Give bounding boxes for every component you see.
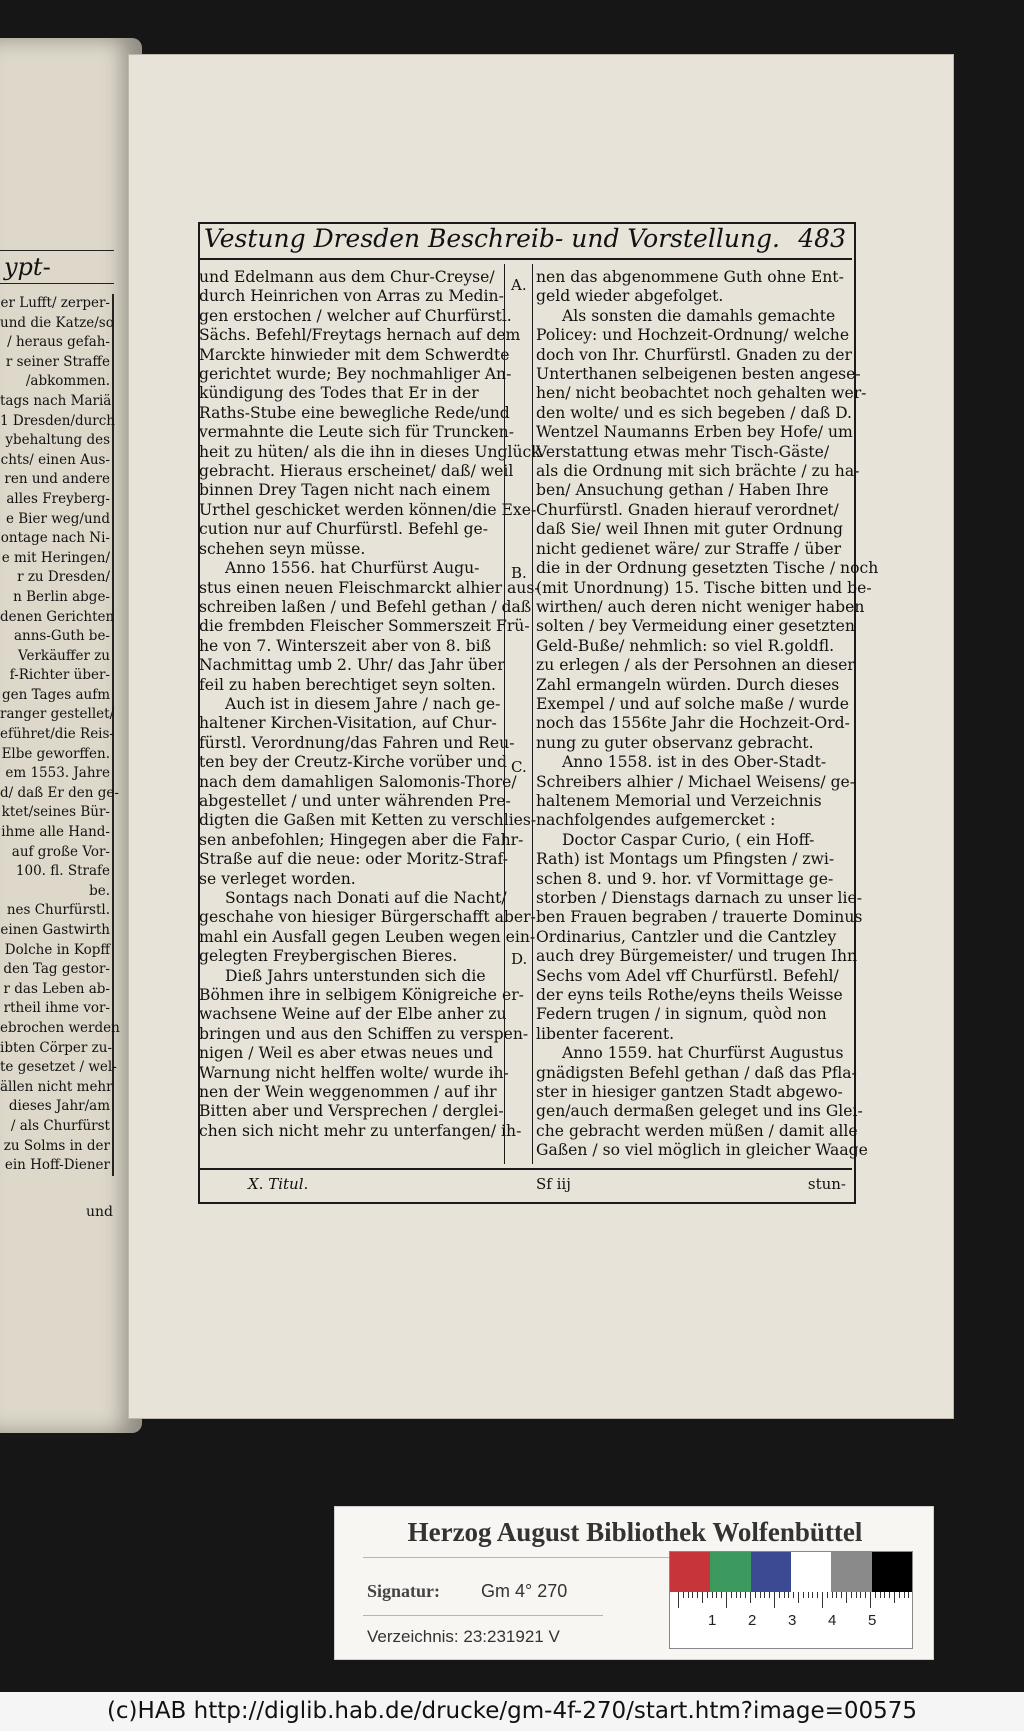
text-line: hen/ nicht beobachtet noch gehalten wer-	[536, 384, 867, 403]
text-line: se verleget worden.	[199, 869, 356, 888]
margin-mark-c: C.	[511, 758, 527, 776]
text-line: den wolte/ und es sich begeben / daß D.	[536, 403, 852, 422]
scale-tick	[889, 1592, 890, 1598]
color-swatch	[710, 1552, 750, 1592]
text-line: heit zu hüten/ als die ihn in dieses Unglück	[199, 442, 541, 461]
scale-tick	[870, 1592, 871, 1608]
text-line: gebracht. Hieraus erscheinet/ daß/ weil	[199, 462, 514, 481]
measurement-scale	[670, 1592, 912, 1648]
text-line: digten die Gaßen mit Ketten zu verschlies-	[199, 811, 537, 830]
text-line: schreiben laßen / und Befehl gethan / daß	[199, 597, 532, 616]
text-line: Sontags nach Donati auf die Nacht/	[225, 889, 507, 907]
previous-page-text	[0, 294, 120, 1176]
text-line: wirthen/ auch deren nicht weniger haben	[536, 597, 865, 616]
text-line: Unterthanen selbeigenen besten angese-	[536, 365, 861, 384]
text-line: anns-Guth be-	[13, 628, 110, 645]
scale-tick	[774, 1592, 775, 1608]
text-line: r das Leben ab-	[3, 980, 110, 997]
scale-tick	[678, 1592, 679, 1608]
text-line: Sächs. Befehl/Freytags hernach auf dem	[199, 326, 521, 345]
scale-tick	[899, 1592, 900, 1598]
text-line: (mit Unordnung) 15. Tische bitten und be-	[536, 578, 872, 597]
text-line: e Bier weg/und	[5, 510, 110, 527]
text-line: solten / bey Vermeidung einer gesetzten	[536, 617, 855, 636]
text-line: storben / Dienstags darnach zu unser lie-	[536, 889, 863, 907]
scale-tick	[788, 1592, 789, 1598]
text-line: mahl ein Ausfall gegen Leuben wegen ein-	[199, 927, 536, 946]
scale-tick	[884, 1592, 885, 1598]
text-line: ybehaltung des	[5, 432, 110, 449]
text-line: kündigung des Todes that Er in der	[199, 384, 479, 403]
scale-tick	[740, 1592, 741, 1598]
text-line: noch das 1556te Jahr die Hochzeit-Ord-	[536, 714, 850, 733]
scale-tick	[836, 1592, 837, 1598]
running-title: Vestung Dresden Beschreib- und Vorstellung.	[203, 224, 780, 253]
text-line: Wentzel Naumanns Erben bey Hofe/ um	[536, 423, 853, 442]
text-line: nicht gedienet wäre/ zur Straffe / über	[536, 539, 842, 558]
text-line: Marckte hinwieder mit dem Schwerdte	[199, 345, 510, 364]
color-swatch	[791, 1552, 831, 1592]
scale-tick	[736, 1592, 737, 1598]
text-line: Federn trugen / in signum, quòd non	[536, 1005, 827, 1024]
text-line: die in der Ordnung gesetzten Tische / noch	[536, 559, 879, 578]
text-line: Ordinarius, Cantzler und die Cantzley	[536, 927, 837, 946]
text-line: / als Churfürst	[10, 1117, 110, 1134]
text-line: ranger gestellet/	[0, 706, 115, 723]
scale-number: 2	[748, 1612, 757, 1629]
text-line: ster in hiesiger gantzen Stadt abgewo-	[536, 1083, 843, 1102]
verzeichnis: Verzeichnis: 23:231921 V	[367, 1627, 560, 1646]
text-line: feil zu haben berechtiget seyn solten.	[199, 675, 496, 694]
previous-page	[0, 38, 142, 1433]
text-line: die frembden Fleischer Sommerszeit Frü-	[199, 617, 530, 636]
scale-tick	[707, 1592, 708, 1598]
text-line: wachsene Weine auf der Elbe anher zu	[199, 1005, 507, 1024]
text-line: abgestellet / und unter währenden Pre-	[199, 791, 511, 810]
scale-tick	[726, 1592, 727, 1608]
scale-tick	[851, 1592, 852, 1598]
scale-tick	[692, 1592, 693, 1598]
text-line: haltenem Memorial und Verzeichnis	[536, 791, 822, 810]
scale-number: 4	[828, 1612, 837, 1629]
library-name: Herzog August Bibliothek Wolfenbüttel	[407, 1517, 863, 1547]
scale-tick	[908, 1592, 909, 1598]
scale-tick	[702, 1592, 703, 1603]
scale-tick	[803, 1592, 804, 1598]
text-line: und die Katze/so	[0, 314, 114, 331]
text-line: Exempel / und auf solche maße / wurde	[536, 694, 849, 713]
previous-page-catchword: und	[86, 1204, 113, 1220]
text-line: als die Ordnung mit sich brächte / zu ha-	[536, 462, 860, 481]
text-line: Schreibers alhier / Michael Weisens/ ge-	[536, 772, 856, 791]
text-line: Churfürstl. Gnaden hierauf verordnet/	[536, 500, 839, 519]
margin-mark-d: D.	[511, 950, 528, 968]
text-line: ontage nach Ni-	[0, 530, 110, 547]
text-line: r zu Dresden/	[17, 569, 110, 586]
text-line: Elbe geworffen.	[1, 745, 110, 762]
signatur-label: Signatur:	[367, 1581, 441, 1601]
text-line: nachfolgendes aufgemercket :	[536, 811, 776, 830]
text-line: bringen und aus den Schiffen zu verspen-	[199, 1024, 529, 1043]
text-line: Zahl ermangeln würden. Durch dieses	[536, 675, 840, 694]
scale-tick	[764, 1592, 765, 1598]
text-line: den Tag gestor-	[3, 961, 110, 978]
text-line: rtheil ihme vor-	[3, 1000, 110, 1017]
text-line: Sechs vom Adel vff Churfürstl. Befehl/	[536, 966, 839, 985]
scale-tick	[712, 1592, 713, 1598]
text-line: ein Hoff-Diener	[4, 1157, 110, 1174]
color-swatch	[751, 1552, 791, 1592]
text-line: f-Richter über-	[9, 667, 110, 684]
scale-tick	[750, 1592, 751, 1603]
scale-tick	[688, 1592, 689, 1598]
scale-tick	[808, 1592, 809, 1598]
scale-tick	[755, 1592, 756, 1598]
text-line: ktet/seines Bür-	[1, 804, 110, 821]
running-header	[198, 222, 852, 260]
scale-tick	[784, 1592, 785, 1598]
scale-number: 3	[788, 1612, 797, 1629]
text-line: Rath) ist Montags um Pfingsten / zwi-	[536, 850, 835, 869]
text-line: nen das abgenommene Guth ohne Ent-	[536, 268, 844, 286]
scale-tick	[846, 1592, 847, 1603]
scale-tick	[697, 1592, 698, 1598]
text-line: gen erstochen / welcher auf Churfürstl.	[199, 306, 512, 325]
text-line: chen sich nicht mehr zu unterfangen/ ih-	[199, 1121, 522, 1140]
scale-tick	[779, 1592, 780, 1598]
text-line: Dolche in Kopff	[4, 941, 110, 958]
scale-number: 5	[868, 1612, 877, 1629]
scale-tick	[822, 1592, 823, 1608]
text-line: auch drey Bürgemeister/ und trugen Ihn	[536, 947, 858, 966]
text-line: ällen nicht mehr	[0, 1078, 113, 1095]
scale-tick	[880, 1592, 881, 1598]
text-line: gen Tages aufm	[1, 686, 110, 703]
text-line: haltener Kirchen-Visitation, auf Chur-	[199, 714, 497, 733]
text-line: Policey: und Hochzeit-Ordnung/ welche	[536, 326, 850, 345]
text-line: denen Gerichten	[0, 608, 115, 625]
text-line: nach dem damahligen Salomonis-Thore/	[199, 772, 517, 791]
text-line: vermahnte die Leute sich für Truncken-	[199, 423, 514, 442]
label-divider-lower	[363, 1615, 603, 1616]
color-swatch	[670, 1552, 710, 1592]
column-rule-left	[504, 264, 505, 1164]
text-line: ihme alle Hand-	[1, 824, 110, 841]
text-line: Als sonsten die damahls gemachte	[562, 306, 836, 325]
text-line: be.	[89, 882, 110, 899]
previous-page-header: ypt-	[0, 250, 114, 284]
text-line: auf große Vor-	[11, 843, 110, 860]
text-line: der eyns teils Rothe/eyns theils Weisse	[536, 986, 843, 1005]
text-line: ben Frauen begraben / trauerte Dominus	[536, 908, 863, 927]
text-line: /abkommen.	[25, 373, 110, 390]
text-line: gelegten Freybergischen Bieres.	[199, 947, 458, 966]
signature-mark: Sf iij	[536, 1175, 571, 1193]
text-line: Auch ist in diesem Jahre / nach ge-	[225, 694, 501, 713]
text-line: ben/ Ansuchung gethan / Haben Ihre	[536, 481, 829, 500]
text-line: daß Sie/ weil Ihnen mit guter Ordnung	[536, 520, 844, 539]
scale-tick	[894, 1592, 895, 1603]
text-line: schen 8. und 9. hor. vf Vormittage ge-	[536, 869, 834, 888]
footer-title: X. Titul.	[248, 1175, 309, 1193]
margin-mark-a: A.	[511, 276, 527, 294]
text-line: durch Heinrichen von Arras zu Medin-	[199, 287, 504, 306]
scale-number: 1	[708, 1612, 717, 1629]
text-line: chts/ einen Aus-	[0, 451, 110, 468]
scale-tick	[745, 1592, 746, 1598]
text-line: stus einen neuen Fleischmarckt alhier aus-	[199, 578, 540, 597]
scale-tick	[827, 1592, 828, 1598]
scale-tick	[760, 1592, 761, 1598]
scale-tick	[798, 1592, 799, 1603]
scale-tick	[856, 1592, 857, 1598]
scale-tick	[721, 1592, 722, 1598]
scale-tick	[793, 1592, 794, 1598]
margin-mark-b: B.	[511, 564, 527, 582]
text-line: dieses Jahr/am	[8, 1098, 110, 1115]
text-line: Anno 1556. hat Churfürst Augu-	[225, 559, 480, 578]
text-line: cution nur auf Churfürstl. Befehl ge-	[199, 520, 489, 539]
text-line: eführet/die Reis-	[0, 726, 114, 743]
text-line: nen der Wein weggenommen / auf ihr	[199, 1083, 497, 1102]
right-column	[536, 268, 879, 1161]
left-column	[199, 268, 541, 1141]
text-line: ibten Cörper zu-	[0, 1039, 113, 1056]
text-line: geld wieder abgefolget.	[536, 287, 724, 306]
text-line: Warnung nicht helffen wolte/ wurde ih-	[199, 1063, 509, 1082]
scale-tick	[832, 1592, 833, 1598]
text-line: binnen Drey Tagen nicht nach einem	[199, 481, 491, 500]
text-line: d/ daß Er den ge-	[0, 784, 119, 801]
text-line: Nachmittag umb 2. Uhr/ das Jahr über	[199, 656, 505, 675]
text-line: Raths-Stube eine bewegliche Rede/und	[199, 403, 510, 422]
text-line: Gaßen / so viel möglich in gleicher Waage	[536, 1141, 868, 1160]
text-line: ten bey der Creutz-Kirche vorüber und	[199, 753, 507, 772]
text-line: sen anbefohlen; Hingegen aber die Fahr-	[199, 830, 524, 849]
text-line: Straße auf die neue: oder Moritz-Straf-	[199, 850, 509, 869]
color-swatch	[831, 1552, 871, 1592]
text-line: ebrochen werden	[0, 1019, 120, 1036]
text-line: nung zu guter observanz gebracht.	[536, 733, 814, 752]
text-line: gerichtet wurde; Bey nochmahliger An-	[199, 365, 512, 384]
text-line: Anno 1558. ist in des Ober-Stadt-	[562, 753, 827, 772]
text-line: fürstl. Verordnung/das Fahren und Reu-	[199, 733, 515, 752]
scale-tick	[812, 1592, 813, 1598]
text-line: Dieß Jahrs unterstunden sich die	[225, 966, 486, 985]
scale-tick	[769, 1592, 770, 1598]
text-line: einen Gastwirth	[0, 922, 110, 938]
library-label	[334, 1506, 934, 1660]
text-line: und Edelmann aus dem Chur-Creyse/	[199, 268, 495, 286]
text-line: schehen seyn müsse.	[199, 539, 366, 558]
scale-tick	[716, 1592, 717, 1598]
text-line: 100. fl. Strafe	[15, 863, 110, 880]
text-line: Doctor Caspar Curio, ( ein Hoff-	[562, 830, 815, 849]
text-line: em 1553. Jahre	[5, 765, 110, 782]
color-calibration-chart	[669, 1551, 913, 1649]
text-line: Verkäuffer zu	[17, 647, 110, 664]
text-line: Bitten aber und Versprechen / derglei-	[199, 1102, 504, 1121]
text-line: doch von Ihr. Churfürstl. Gnaden zu der	[536, 345, 852, 364]
scale-tick	[904, 1592, 905, 1598]
text-line: Böhmen ihre in selbigem Königreiche er-	[199, 986, 524, 1005]
text-line: Anno 1559. hat Churfürst Augustus	[562, 1044, 844, 1063]
page-number: 483	[798, 224, 846, 253]
text-line: che gebracht werden müßen / damit alle	[536, 1121, 858, 1140]
scale-tick	[683, 1592, 684, 1598]
copyright-credit: (c)HAB http://diglib.hab.de/drucke/gm-4f-270/start.htm?image=00575	[0, 1692, 1024, 1731]
text-line: geschahe von hiesiger Bürgerschafft aber-	[199, 908, 536, 927]
text-line: Verstattung etwas mehr Tisch-Gäste/	[536, 442, 830, 461]
text-line: Geld-Buße/ nehmlich: so viel R.goldfl.	[536, 636, 835, 655]
text-line: 1 Dresden/durch	[0, 412, 115, 429]
scale-tick	[817, 1592, 818, 1598]
scale-tick	[841, 1592, 842, 1598]
text-line: nigen / Weil es aber etwas neues und	[199, 1044, 494, 1063]
text-line: r seiner Straffe	[5, 353, 110, 370]
text-line: zu erlegen / als der Persohnen an dieser	[536, 656, 855, 675]
text-line: gen/auch dermaßen geleget und ins Glei-	[536, 1102, 863, 1121]
text-line: alles Freyberg-	[6, 490, 110, 507]
text-line: n Berlin abge-	[13, 588, 110, 605]
catchword: stun-	[807, 1175, 846, 1193]
text-line: tags nach Mariä	[0, 392, 112, 409]
text-line: Urthel geschicket werden können/die Exe-	[199, 500, 537, 519]
text-line: ren und andere	[4, 471, 110, 488]
scale-tick	[865, 1592, 866, 1598]
column-rule-right	[532, 264, 533, 1164]
text-line: nes Churfürstl.	[6, 902, 110, 919]
scale-tick	[860, 1592, 861, 1598]
page-footer	[198, 1168, 852, 1200]
text-line: he von 7. Winterszeit aber von 8. biß	[199, 636, 491, 655]
color-swatch	[872, 1552, 912, 1592]
text-line: er Lufft/ zerper-	[0, 295, 110, 311]
signatur-value: Gm 4° 270	[481, 1581, 568, 1601]
text-line: libenter facerent.	[536, 1024, 675, 1043]
text-line: zu Solms in der	[3, 1137, 110, 1154]
text-line: / heraus gefah-	[7, 334, 110, 351]
text-line: gnädigsten Befehl gethan / daß das Pfla-	[536, 1063, 857, 1082]
scale-tick	[875, 1592, 876, 1598]
text-line: te gesetzet / wel-	[0, 1059, 117, 1076]
scale-tick	[731, 1592, 732, 1598]
text-line: e mit Heringen/	[1, 549, 110, 566]
